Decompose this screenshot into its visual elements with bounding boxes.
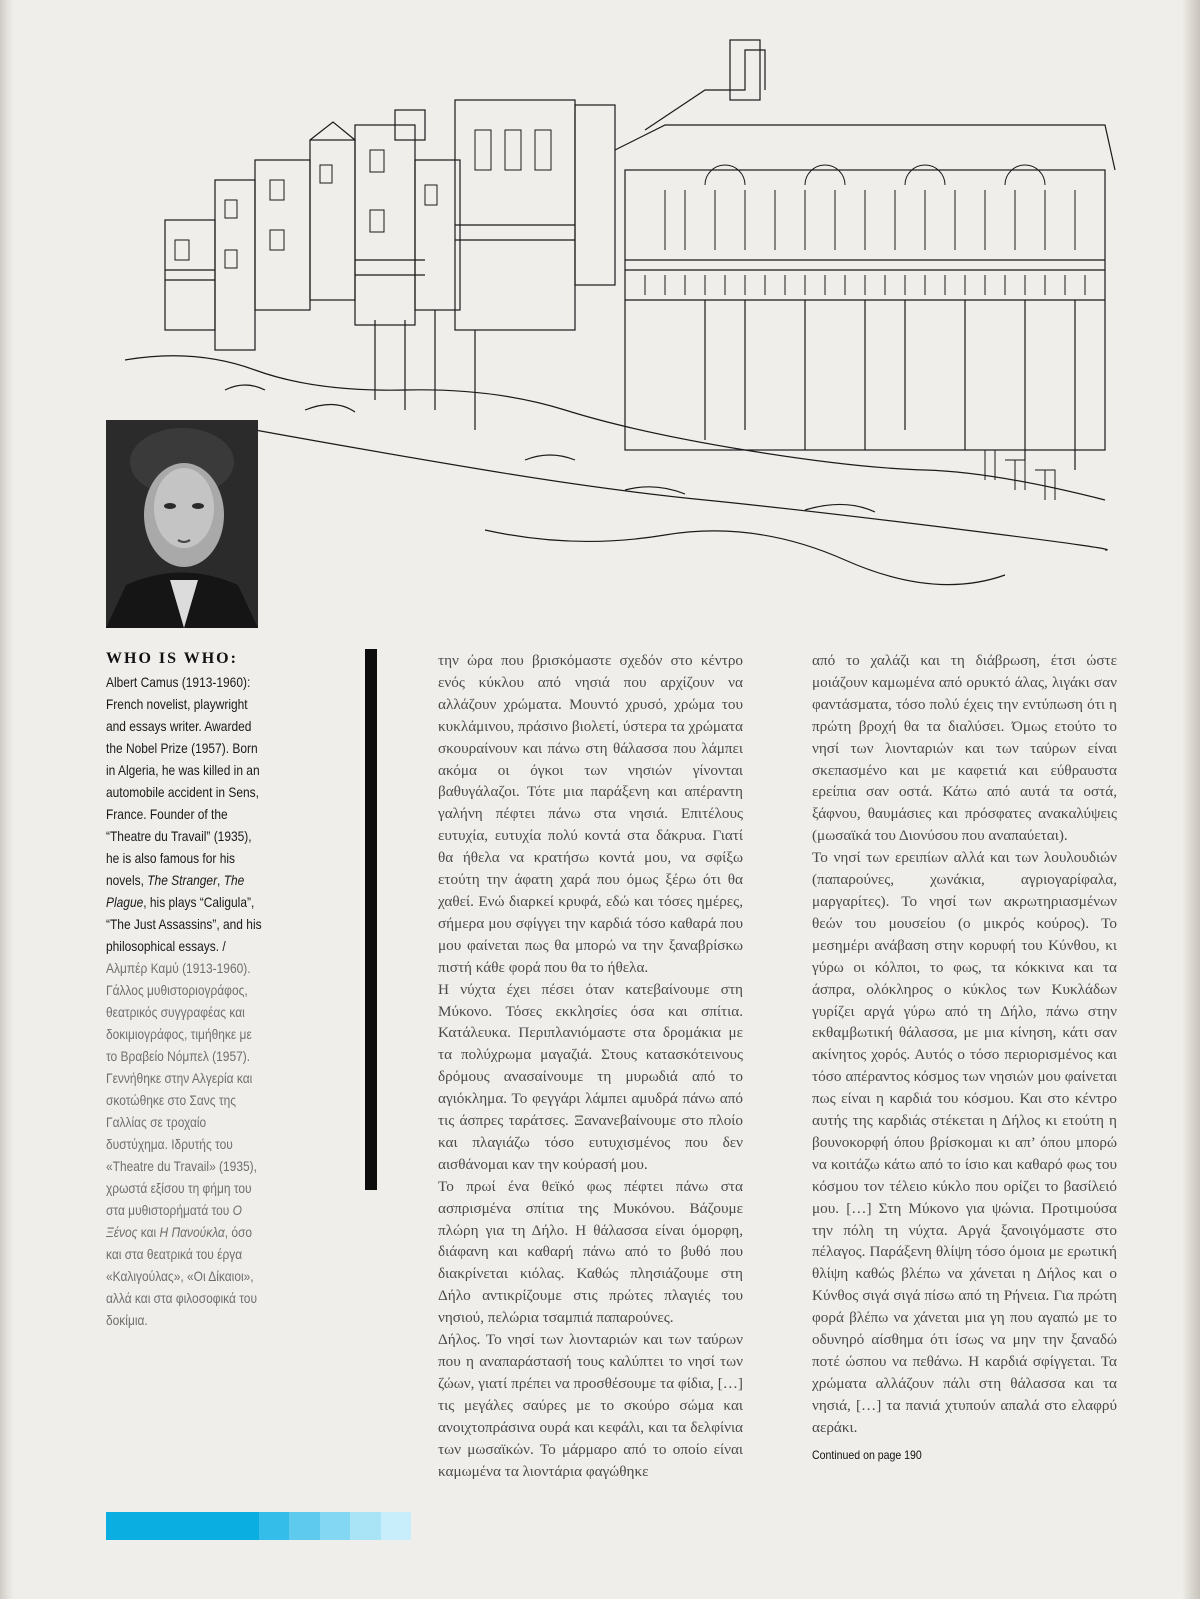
decorative-black-bar [365,649,377,1190]
continued-note: Continued on page 190 [812,1447,922,1462]
author-bio [106,672,266,1332]
author-portrait-photo [106,420,258,628]
strip-segment [381,1512,412,1540]
novel-title-greek: Η Πανούκλα [159,1225,225,1240]
strip-segment [198,1512,229,1540]
paper-edge [0,0,14,1599]
strip-segment [137,1512,168,1540]
article-paragraph: Το νησί των ερειπίων αλλά και των λουλουδιών (παπαρούνες, χωνάκια, αγριογαρίφαλα, μαργαρίτες). Το νησί των ακρωτηριασμένων θεών του μουσείου (ο μικρός κούρος). Το μεσημέρι ανάβαση στην κορυφή του Κύνθου, κι γύρω οι κόλποι, το φως, τα κόκκινα και τα άσπρα, ολόκληρος ο κύκλος των Κυκλάδων γυρίζει αργά γύρω από τη Δήλο, πάνω στην εκθαμβωτική θάλασσα, με μια κίνηση, κάτι σαν ακίνητος χορός. Αυτός ο τόσο περιορισμένος και τόσο απέραντος κόσμος των νησιών μου φαίνεται πως είναι η καρδιά του κόσμου. Και στο κέντρο αυτής της καρδιάς στέκεται η Δήλος κι ετούτη η βουνοκορφή όπου βρίσκομαι κι απ’ όπου μπορώ να κοιτάζω κάτω από το ίσιο και καθαρό φως του κόσμου τον τέλειο κύκλο που ορίζει το βασίλειό μου. […] Στη Μύκονο για ψώνια. Προτιμούσα την πόλη τη νύχτα. Αργά ξανοιγόμαστε στο πέλαγος. Παράξενη θλίψη τόσο όμοια με ερωτική θλίψη καθώς βλέπω να χάνεται η Δήλος και ο Κύνθος σιγά σιγά πίσω από τη Ρήνεια. Για πρώτη φορά βλέπω να χάνεται μια γη που αγαπώ με το οδυνηρό αίσθημα ότι ίσως να μην την ξαναδώ ποτέ ώσπου να πεθάνω. Η καρδιά σφίγγεται. Τα χρώματα αλλάζουν πάλι στη θάλασσα και τα νησιά, […] τα πανιά χτυπούν απαλά στο ελαφρύ αεράκι. [812,849,1117,1436]
article-paragraph: Δήλος. Το νησί των λιονταριών και των ταύρων που η αναπαράστασή τους καλύπτει το νησί των ζώων, γιατί πρέπει να προσθέσουμε τα φίδια, […] τις μεγάλες σαύρες με το σκούρο σώμα και ανοιχτοπράσινα ουρά και κεφάλι, και τα δελφίνια των μωσαϊκών. Το μάρμαρο από το οποίο είναι καμωμένα τα λιοντάρια φαγώθηκε [438,1331,743,1480]
article-paragraph: από το χαλάζι και τη διάβρωση, έτσι ώστε μοιάζουν καμωμένα από ορυκτό άλας, λιγάκι σαν φαντάσματα, τόσο πολύ έχεις την εντύπωση ότι η πρώτη βροχή θα τα διαλύσει. Όμως ετούτο το νησί των λιονταριών και των ταύρων είναι σκεπασμένο και με καφετιά και εύθραυστα ερείπια σαν οστά. Κάτω από αυτά τα οστά, ξάφνου, θαυμάσιες και πρόσφατες ανακαλύψεις (μωσαϊκά του Διονύσου που αναπαύεται). [812,652,1117,845]
strip-segment [167,1512,198,1540]
bio-english-end: , his plays “Caligula”, “The Just Assassins”, and his philosophical essays. / [106,895,262,954]
strip-segment [106,1512,137,1540]
decorative-color-strip [106,1512,411,1540]
paper-edge [1182,0,1200,1599]
article-paragraph: την ώρα που βρισκόμαστε σχεδόν στο κέντρο ενός κύκλου από νησιά που αρχίζουν να αλλάζουν χρώματα. Μουντό χρυσό, χρώμα του κυκλάμινου, πράσινο βιολετί, ύστερα τα χρώματα σκουραίνουν και πάνω στη θάλασσα που λάμπει ακόμα οι όγκοι των νησιών γίνονται βαθυγάλαζοι. Τότε μια παράξενη και απέραντη γαλήνη πέφτει πάνω στα νησιά. Επιτέλους ευτυχία, ευτυχία πολύ κοντά στα δάκρυα. Γιατί θα ήθελα να κρατήσω κοντά μου, να σφίξω ετούτη την άφατη χαρά που όμως ξέρω ότι θα χαθεί. Ενώ διαρκεί κρυφά, εδώ και τόσες ημέρες, σήμερα μου σφίγγει την καρδιά τόσο καθαρά που μου φαίνεται πως θα μπορώ να την ξαναβρίσκω πιστή κάθε φορά που θα το ήθελα. [438,652,743,976]
strip-segment [259,1512,290,1540]
portrait-figure [106,420,258,628]
who-is-who-sidebar [106,650,266,1332]
article-column-2 [812,650,1117,1467]
strip-segment [289,1512,320,1540]
bio-greek: Αλμπέρ Καμύ (1913-1960). Γάλλος μυθιστοριογράφος, θεατρικός συγγραφέας και δοκιμιογράφος, τιμήθηκε με το Βραβείο Νόμπελ (1957). Γεννήθηκε στην Αλγερία και σκοτώθηκε στο Σανς της Γαλλίας σε τροχαίο δυστύχημα. Ιδρυτής του «Theatre du Travail» (1935), χρωστά εξίσου τη φήμη του στα μυθιστορήματά του [106,961,257,1218]
separator-greek: και [137,1225,160,1240]
who-is-who-title: WHO IS WHO: [106,650,238,667]
bio-english: Albert Camus (1913-1960): French novelist, playwright and essays writer. Awarded the Nobel Prize (1957). Born in Algeria, he was killed in an automobile accident in Sens, France. Founder of the “Theatre du Travail” (1935), he is also famous for his novels, [106,675,260,888]
article-paragraph: Το πρωί ένα θεϊκό φως πέφτει πάνω στα ασπρισμένα σπίτια της Μυκόνου. Βάζουμε πλώρη για τη Δήλο. Η θάλασσα είναι όμορφη, διάφανη και καθαρή πάνω από το βυθό που διακρίνεται κιόλας. Καθώς πλησιάζουμε στη Δήλο αντικρίζουμε στις πρώτες πλαγιές του νησιού, πελώρια τσαμπιά παπαρούνες. [438,1177,743,1327]
article-column-1 [438,650,743,1482]
separator: , [217,873,224,888]
novel-title: The Plague [106,873,245,910]
strip-segment [228,1512,259,1540]
novel-title-greek: Ο Ξένος [106,1203,242,1240]
bio-greek-end: , όσο και στα θεατρικά του έργα «Καλιγούλας», «Οι Δίκαιοι», αλλά και στα φιλοσοφικά του δοκίμια. [106,1225,258,1328]
strip-segment [350,1512,381,1540]
novel-title: The Stranger [147,873,218,888]
article-paragraph: Η νύχτα έχει πέσει όταν κατεβαίνουμε στη Μύκονο. Τόσες εκκλησίες όσα και σπίτια. Κατάλευκα. Περιπλανιόμαστε στα δρομάκια με τα πολύχρωμα μαγαζιά. Στους κατασκότεινους δρόμους ανασαίνουμε τη μυρωδιά από το αγιόκλημα. Το φεγγάρι λάμπει αμυδρά πάνω από τις άσπρες ταράτσες. Ξανανεβαίνουμε στο πλοίο και πλαγιάζω τόσο ευτυχισμένος που δεν αισθάνομαι καν την κούρασή μου. [438,980,743,1173]
strip-segment [320,1512,351,1540]
